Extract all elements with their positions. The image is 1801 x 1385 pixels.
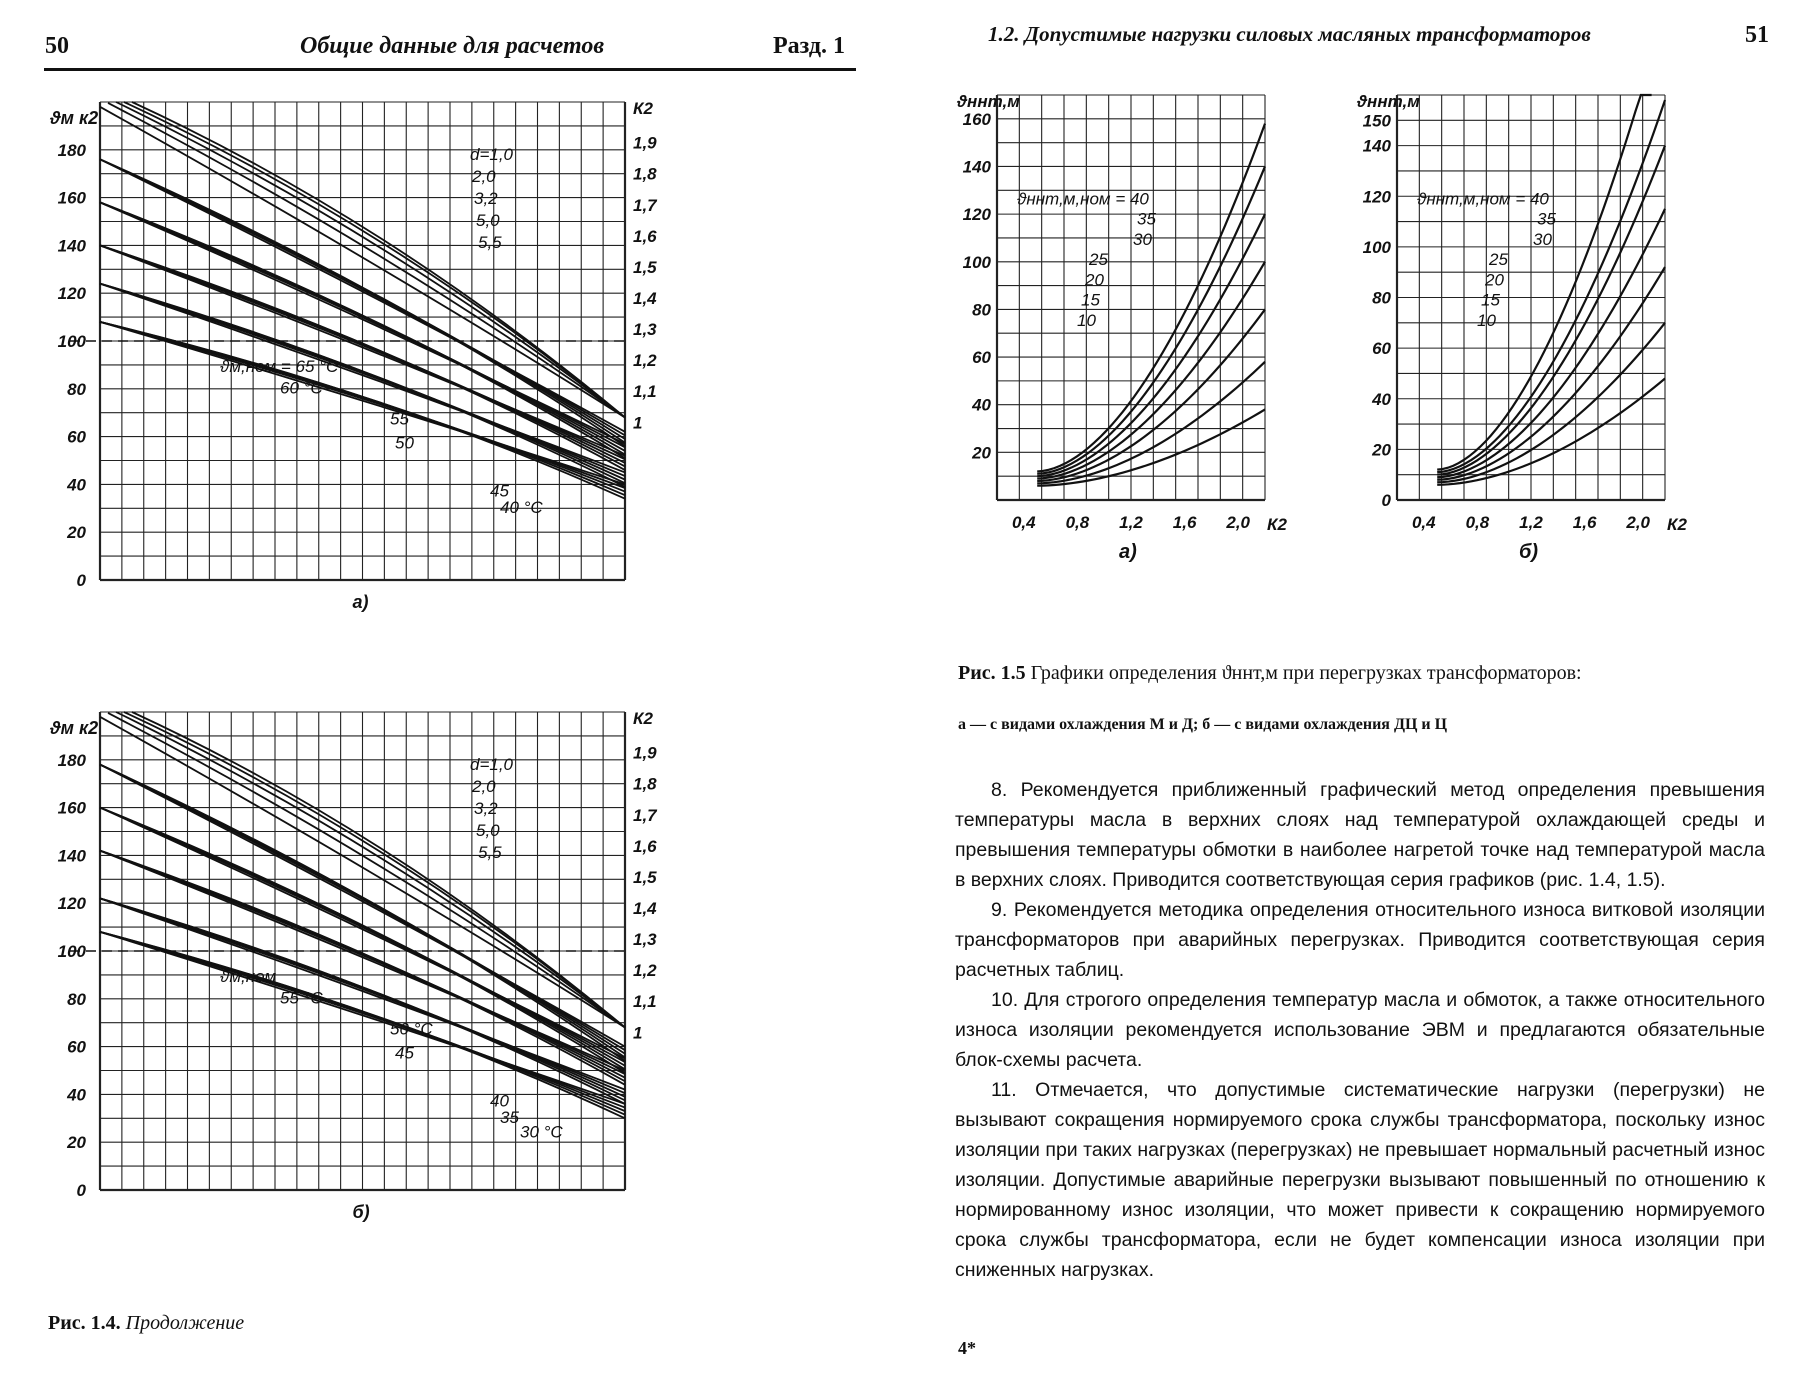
curve-line	[1037, 214, 1265, 476]
running-title-right: 1.2. Допустимые нагрузки силовых масляных трансформаторов	[988, 22, 1591, 46]
y-tick-label: 20	[67, 1133, 86, 1153]
paragraph-10: 10. Для строгого определения температур масла и обмоток, а также относительного износа изоляции рекомендуется использование ЭВМ и предлагаются обязательные блок-схемы расчета.	[955, 989, 1765, 1071]
family-label: 35	[500, 1108, 519, 1128]
curve-line	[1437, 100, 1665, 472]
curve-label: 25	[1489, 250, 1508, 270]
y-axis-label: ϑннт,м	[1357, 92, 1420, 111]
curve-label: 35	[1537, 209, 1556, 229]
d-label: 2,0	[472, 167, 496, 186]
panel-label: б)	[352, 1202, 370, 1222]
curve-label: 30	[1133, 229, 1152, 249]
d-label: 5,5	[478, 843, 502, 862]
panel-label: а)	[352, 592, 369, 612]
x-tick-label: 2,0	[1626, 513, 1651, 532]
k2-tick-label: 1,5	[633, 257, 657, 277]
y-tick-label: 160	[57, 798, 86, 818]
caption-prefix-right: Рис. 1.5	[958, 662, 1026, 684]
k2-tick-label: 1,7	[633, 805, 657, 825]
k2-tick-label: 1,6	[633, 226, 657, 246]
y-tick-label: 160	[962, 109, 991, 129]
k2-tick-label: 1,3	[633, 930, 657, 950]
left-page	[0, 0, 900, 1385]
figure-caption-left	[48, 1312, 244, 1335]
paragraph-11: 11. Отмечается, что допустимые систематические нагрузки (перегрузки) не вызывают сокращения нормируемого срока службы трансформатора, поскольку износ изоляции при таких нагрузках (перегрузках) не превышает нормальный расчетный износ изоляции. Допустимые аварийные перегрузки вызывают повышенный по отношению к нормированному износ изоляции, что может привести к сокращению нормируемого срока службы трансформатора, если не будет компенсации износа изоляции при сниженных нагрузках.	[955, 1079, 1765, 1281]
family-label: 40 °С	[500, 498, 543, 518]
y-tick-label: 0	[76, 571, 86, 590]
y-tick-label: 20	[67, 523, 86, 543]
footer-mark: 4*	[958, 1338, 976, 1358]
x-tick-label: 1,2	[1519, 513, 1543, 532]
y-tick-label: 120	[962, 205, 991, 225]
paragraph-9: 9. Рекомендуется методика определения относительного износа витковой изоляции трансформаторов при аварийных перегрузках. Приводится соответствующая серия расчетных таблиц.	[955, 899, 1765, 981]
curve-label: 10	[1477, 310, 1496, 330]
k2-tick-label: 1,2	[633, 961, 657, 981]
caption-text-right: Графики определения ϑннт,м при перегрузках трансформаторов:	[1030, 662, 1582, 684]
d-label: 2,0	[472, 777, 496, 796]
curve-line	[1037, 309, 1265, 481]
caption-prefix: Рис. 1.4.	[48, 1312, 121, 1334]
curve-line	[1437, 323, 1665, 482]
x-tick-label: 0,4	[1411, 513, 1436, 532]
curve-label: 35	[1137, 209, 1156, 229]
k2-tick-label: 1,9	[633, 133, 657, 153]
y-tick-label: 100	[1362, 237, 1391, 257]
y-tick-label: 40	[1372, 389, 1391, 409]
y-tick-label: 140	[962, 157, 991, 177]
y-tick-label: 0	[1381, 491, 1391, 510]
family-label: 55	[390, 409, 409, 429]
x-tick-label: 1,6	[1172, 513, 1197, 532]
x-tick-label: 0,8	[1465, 513, 1490, 532]
y-axis-label: ϑм к2	[50, 108, 99, 128]
family-label: 50	[395, 433, 414, 453]
curve-label-head: ϑннт,м,ном = 40	[1417, 189, 1549, 209]
y-tick-label: 40	[972, 395, 991, 415]
family-label: 30 °С	[520, 1122, 563, 1142]
curve-line	[1037, 362, 1265, 484]
y-tick-label: 80	[1372, 288, 1391, 308]
section-label: Разд. 1	[773, 33, 846, 59]
k2-tick-label: 1,8	[633, 164, 657, 184]
y-tick-label: 40	[67, 475, 86, 495]
y-tick-label: 180	[57, 750, 86, 770]
x-axis-label: К2	[1667, 515, 1687, 534]
right-axis-label: К2	[633, 709, 653, 728]
panel-label: б)	[1519, 541, 1539, 563]
body-text	[955, 775, 1765, 1285]
family-label: 40	[490, 1091, 509, 1111]
d-label: d=1,0	[470, 145, 514, 164]
y-tick-label: 140	[1362, 136, 1391, 156]
d-label: d=1,0	[470, 755, 514, 774]
k2-tick-label: 1,8	[633, 774, 657, 794]
x-tick-label: 0,4	[1011, 513, 1036, 532]
y-tick-label: 80	[972, 300, 991, 320]
y-tick-label: 140	[57, 846, 86, 866]
y-tick-label: 60	[67, 427, 86, 447]
d-label: 3,2	[474, 799, 498, 818]
y-tick-label: 120	[57, 284, 86, 304]
page-number-left: 50	[45, 33, 69, 59]
page-number-right: 51	[1745, 22, 1769, 48]
y-tick-label: 60	[1372, 339, 1391, 359]
y-tick-label: 100	[57, 332, 86, 351]
figure-1-4b	[20, 700, 870, 1300]
k2-tick-label: 1,1	[633, 992, 657, 1012]
figure-1-5b	[1355, 85, 1735, 645]
k2-tick-label: 1,7	[633, 195, 657, 215]
k2-tick-label: 1,4	[633, 898, 657, 918]
k2-tick-label: 1,3	[633, 320, 657, 340]
nominal-temperature-label: ϑм,ном	[220, 967, 277, 987]
x-axis-label: К2	[1267, 515, 1287, 534]
running-title-left: Общие данные для расчетов	[300, 33, 605, 59]
curve-label: 10	[1077, 310, 1096, 330]
header-rule-left	[44, 68, 856, 71]
caption-title: Продолжение	[125, 1312, 245, 1334]
k2-tick-label: 1	[633, 413, 643, 433]
k2-tick-label: 1,5	[633, 867, 657, 887]
y-axis-label: ϑм к2	[50, 718, 99, 738]
nominal-temperature-label: ϑм,ном = 65 °С	[220, 357, 339, 377]
y-tick-label: 100	[57, 942, 86, 961]
figure-caption-right	[958, 660, 1768, 686]
k2-tick-label: 1,4	[633, 288, 657, 308]
family-label: 50 °С	[390, 1019, 433, 1039]
y-tick-label: 120	[1362, 187, 1391, 207]
y-tick-label: 20	[1372, 440, 1391, 460]
y-tick-label: 80	[67, 989, 86, 1009]
x-tick-label: 1,2	[1119, 513, 1143, 532]
curve-label: 20	[1485, 270, 1504, 290]
x-tick-label: 0,8	[1065, 513, 1090, 532]
y-tick-label: 20	[972, 443, 991, 463]
family-label: 45	[490, 481, 509, 501]
figure-1-4a	[20, 90, 870, 710]
y-tick-label: 140	[57, 236, 86, 256]
curve-label: 25	[1089, 250, 1108, 270]
curve-line	[1037, 124, 1265, 472]
y-tick-label: 160	[57, 188, 86, 208]
figure-caption-sub: а — с видами охлаждения М и Д; б — с видами охлаждения ДЦ и Ц	[958, 716, 1448, 733]
y-tick-label: 40	[67, 1085, 86, 1105]
y-tick-label: 80	[67, 379, 86, 399]
y-tick-label: 60	[972, 348, 991, 368]
paragraph-8: 8. Рекомендуется приближенный графический метод определения превышения температуры масла в верхних слоях над температурой охлаждающей среды и превышения температуры обмотки в наиболее нагретой точке над температурой масла в верхних слоях. Приводится соответствующая серия графиков (рис. 1.4, 1.5).	[955, 779, 1765, 891]
figure-1-5a	[955, 85, 1330, 645]
curve-label: 15	[1481, 290, 1500, 310]
y-tick-label: 100	[962, 252, 991, 272]
k2-tick-label: 1,1	[633, 382, 657, 402]
family-label: 60 °С	[280, 378, 323, 398]
k2-tick-label: 1,6	[633, 836, 657, 856]
d-label: 5,5	[478, 233, 502, 252]
y-tick-label: 0	[76, 1181, 86, 1200]
curve-label-head: ϑннт,м,ном = 40	[1017, 189, 1149, 209]
y-tick-label: 60	[67, 1037, 86, 1057]
right-axis-label: К2	[633, 99, 653, 118]
y-axis-label: ϑннт,м	[957, 92, 1020, 111]
family-label: 45	[395, 1043, 414, 1063]
curve-label: 20	[1085, 270, 1104, 290]
curve-label: 15	[1081, 290, 1100, 310]
x-tick-label: 2,0	[1226, 513, 1251, 532]
d-label: 3,2	[474, 189, 498, 208]
k2-tick-label: 1,2	[633, 351, 657, 371]
k2-tick-label: 1	[633, 1023, 643, 1043]
k2-tick-label: 1,9	[633, 743, 657, 763]
family-label: 55 °С	[280, 988, 323, 1008]
panel-label: а)	[1119, 541, 1137, 563]
d-label: 5,0	[476, 211, 500, 230]
d-label: 5,0	[476, 821, 500, 840]
x-tick-label: 1,6	[1572, 513, 1597, 532]
y-tick-label: 180	[57, 140, 86, 160]
y-tick-label: 150	[1362, 111, 1391, 131]
curve-label: 30	[1533, 229, 1552, 249]
y-tick-label: 120	[57, 894, 86, 914]
